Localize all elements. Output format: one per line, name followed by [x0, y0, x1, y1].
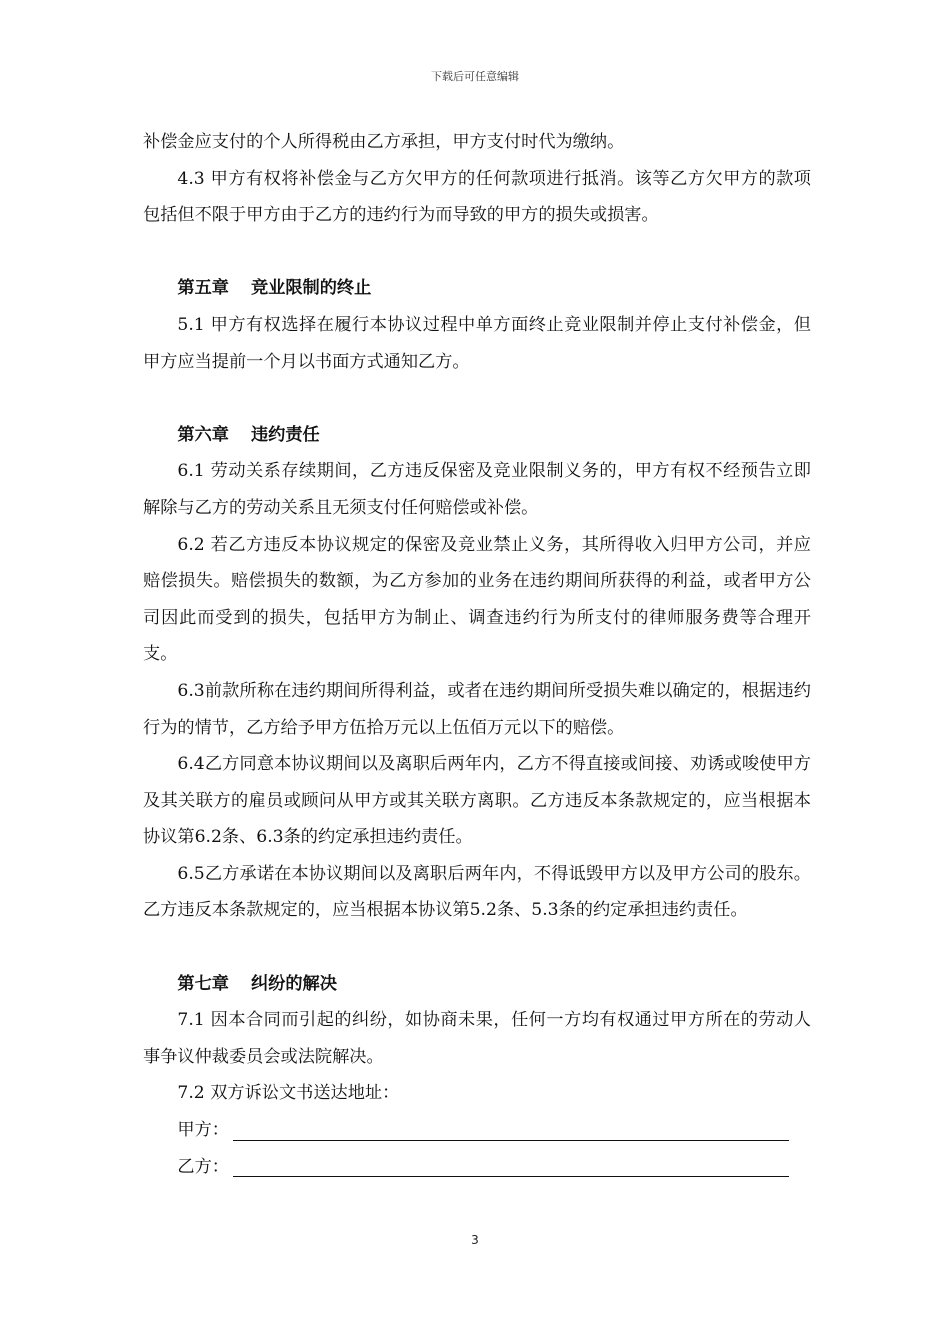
party-b-address-blank — [233, 1156, 789, 1177]
party-b-label: 乙方： — [177, 1156, 229, 1177]
paragraph-4-2-tail: 补偿金应支付的个人所得税由乙方承担，甲方支付时代为缴纳。 — [143, 132, 625, 152]
party-a-label: 甲方： — [177, 1120, 229, 1141]
paragraph-6-4: 6.4乙方同意本协议期间以及离职后两年内，乙方不得直接或间接、劝诱或唆使甲方及其关联方的雇员或顾问从甲方或其关联方离职。乙方违反本条款规定的，应当根据本协议第6.2条、6.3条的约定承担违约责任。 — [143, 754, 811, 848]
paragraph-4-3: 4.3 甲方有权将补偿金与乙方欠甲方的任何款项进行抵消。该等乙方欠甲方的款项包括但不限于甲方由于乙方的违约行为而导致的甲方的损失或损害。 — [143, 168, 811, 226]
paragraph-6-3: 6.3前款所称在违约期间所得利益，或者在违约期间所受损失难以确定的，根据违约行为的情节，乙方给予甲方伍拾万元以上伍佰万元以下的赔偿。 — [143, 680, 811, 738]
document-body — [143, 124, 811, 1185]
chapter-heading-6 — [143, 417, 811, 454]
paragraph-5-1: 5.1 甲方有权选择在履行本协议过程中单方面终止竞业限制并停止支付补偿金，但甲方应当提前一个月以书面方式通知乙方。 — [143, 314, 811, 372]
party-a-address-blank — [233, 1120, 789, 1141]
chapter-heading-5 — [143, 270, 811, 307]
chapter-number: 第七章 — [177, 973, 229, 994]
paragraph-7-1: 7.1 因本合同而引起的纠纷，如协商未果，任何一方均有权通过甲方所在的劳动人事争议仲裁委员会或法院解决。 — [143, 1010, 811, 1067]
page-number: 3 — [471, 1233, 479, 1247]
chapter-title: 违约责任 — [250, 424, 320, 445]
header-note: 下载后可任意编辑 — [431, 70, 519, 83]
paragraph-6-5: 6.5乙方承诺在本协议期间以及离职后两年内，不得诋毁甲方以及甲方公司的股东。乙方违反本条款规定的，应当根据本协议第5.2条、5.3条的约定承担违约责任。 — [143, 863, 811, 921]
chapter-number: 第六章 — [177, 424, 229, 445]
chapter-title: 竞业限制的终止 — [250, 278, 372, 299]
party-a-address-line — [143, 1112, 811, 1149]
party-b-address-line — [143, 1149, 811, 1186]
chapter-heading-7 — [143, 966, 811, 1003]
paragraph-6-1: 6.1 劳动关系存续期间，乙方违反保密及竞业限制义务的，甲方有权不经预告立即解除与乙方的劳动关系且无须支付任何赔偿或补偿。 — [143, 461, 811, 518]
paragraph-6-2: 6.2 若乙方违反本协议规定的保密及竞业禁止义务，其所得收入归甲方公司，并应赔偿损失。赔偿损失的数额，为乙方参加的业务在违约期间所获得的利益，或者甲方公司因此而受到的损失，包括甲方为制止、调查违约行为所支付的律师服务费等合理开支。 — [143, 534, 811, 665]
chapter-number: 第五章 — [177, 278, 229, 299]
paragraph-7-2: 7.2 双方诉讼文书送达地址： — [177, 1083, 400, 1104]
chapter-title: 纠纷的解决 — [250, 973, 337, 994]
